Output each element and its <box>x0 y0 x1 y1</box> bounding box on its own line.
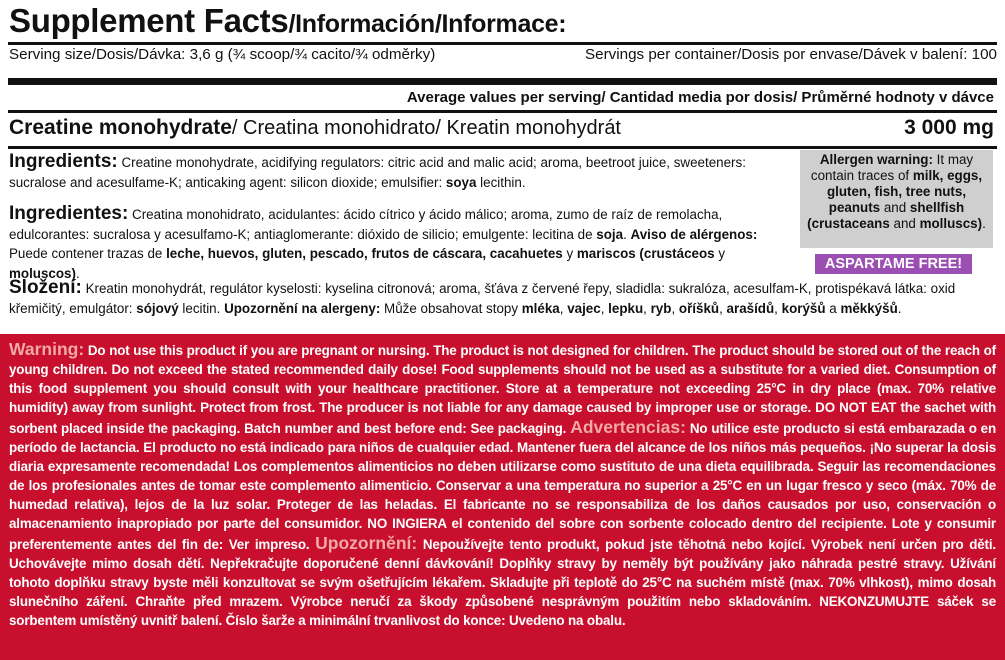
sep-4: , <box>671 300 679 316</box>
divider-nutrient <box>8 146 997 149</box>
title-main: Supplement Facts <box>9 2 289 39</box>
allergen-box-and2: and <box>889 216 920 231</box>
allergen-box-list: milk, eggs, gluten, fish, tree nuts, peanuts <box>826 168 983 215</box>
allergen-notice-es: Aviso de alérgenos: <box>630 226 758 242</box>
warning-cz-text: Nepoužívejte tento produkt, pokud jste těhotná nebo kojící. Výrobek není určen pro děti. Uchovávejte mimo dosah dětí. Nepřekračujte doporučené denní dávkování! Doplňky stravy by neměly být používány jako náhrada pestré stravy. Užívání tohoto doplňku stravy byste měli konzultovat se svým ošetřujícím lékařem. Skladujte při teplotě do 25°C na suchém místě (max. 70% vlhkost), mimo dosah slunečního záření. Chraňte před mrazem. Výrobce neručí za škody způsobené nesprávným použitím nebo skladováním. NEKONZUMUJTE sáček se sorbentem umístěný uvnitř balení. Číslo šarže a minimální trvanlivost do konce: Uvedeno na obalu. <box>9 536 997 629</box>
allergen-notice-cz: Upozornění na alergeny: <box>224 300 381 316</box>
divider-avg <box>8 110 997 113</box>
ingredients-cz-end: . <box>897 300 902 316</box>
allergen-arasidu: arašídů <box>726 300 775 316</box>
divider-thick <box>8 78 997 85</box>
warning-es-text: No utilice este producto si está embarazada o en período de lactancia. El producto no está indicado para niños de cualquier edad. Mantener fuera del alcance de los niños más pequeños. ¡No superar la dosis diaria expresamente recomendada! Los complementos alimenticios no deben utilizarse como sustituto de una dieta equilibrada. Seguir las recomendaciones de los profesionales antes de tomar este complemento alimenticio. Conservar a una temperatura no superior a 25°C en un lugar fresco y seco (máx. 70% de humedad relativa), lejos de la luz solar. Proteger de las heladas. El fabricante no se responsabiliza de los daños causados por uso, conservación o almacenamiento inapropiado por parte del consumidor. NO INGIERA el contenido del sobre con sorbente colocado dentro del recipiente. Lote y consumir preferentemente antes del fin de: Ver impreso. <box>9 420 996 552</box>
ingredients-es-line3: Puede contener trazas de <box>9 246 167 261</box>
servings-per-container: Servings per container/Dosis por envase/Dávek v balení: 100 <box>585 46 997 63</box>
average-values-header: Average values per serving/ Cantidad media por dosis/ Průměrné hodnoty v dávce <box>406 89 994 106</box>
allergen-korysu: korýšů <box>781 300 826 316</box>
serving-row <box>9 46 997 63</box>
allergen-box-shellfish: shellfish (crustaceans <box>807 200 965 231</box>
divider-title <box>8 42 997 45</box>
allergens-es-list: leche, huevos, gluten, pescado, frutos de cáscara, cacahuetes <box>166 246 563 261</box>
sep-7: a <box>825 300 841 316</box>
ingredients-en-line2: sucralose and acesulfame-K; anticaking agent: silicon dioxide; emulsifier: <box>9 174 446 190</box>
allergen-warning-box <box>800 150 993 248</box>
allergen-box-head: Allergen warning: <box>819 152 933 167</box>
title <box>9 2 566 40</box>
ingredients-cz-lecitin: lecitin. <box>178 300 225 316</box>
ingredients-cz-line2: křemičitý, emulgátor: <box>9 300 137 316</box>
allergen-box-molluscs: molluscs) <box>919 216 983 231</box>
allergen-soya: soya <box>445 174 477 190</box>
allergen-orisku: oříšků <box>678 300 720 316</box>
allergen-mekkysu: měkkýšů <box>840 300 898 316</box>
allergen-vajec: vajec <box>567 300 601 316</box>
sep-5: , <box>719 300 727 316</box>
ingredients-es-y1: y <box>562 246 577 261</box>
warning-cz-head: Upozornění: <box>315 532 418 553</box>
sep-3: , <box>643 300 651 316</box>
sep-6: , <box>774 300 782 316</box>
warning-en-head: Warning: <box>9 339 85 359</box>
ingredients-cz <box>9 278 999 318</box>
ingredients-es-end: . <box>75 265 80 281</box>
warnings-text <box>9 340 996 630</box>
allergens-es-mariscos: mariscos (crustáceos <box>576 246 715 261</box>
allergen-ryb: ryb <box>650 300 672 316</box>
nutrient-amount: 3 000 mg <box>904 116 994 139</box>
allergen-box-and1: and <box>880 200 910 215</box>
allergen-mleka: mléka <box>521 300 560 316</box>
allergens-es-moluscos: moluscos) <box>9 265 76 281</box>
sep-2: , <box>600 300 609 316</box>
ingredients-cz-stopy: Může obsahovat stopy <box>380 300 522 316</box>
ingredients-es-sep: . <box>623 226 631 242</box>
warning-en-text: Do not use this product if you are pregnant or nursing. The product is not designed for children. The product should be stored out of the reach of young children. Do not exceed the stated recommended daily dose! Food supplements should not be used as a substitute for a varied diet. Consumption of this food supplement you should consult with your healthcare practitioner. Store at a temperature not exceeding 25°C in dry place (max. 70% relative humidity) away from sunlight. Protect from frost. The producer is not liable for any damage caused by improper use or storage. DO NOT EAT the sachet with sorbent placed inside the packaging. Batch number and best before end: See packaging. <box>9 343 996 436</box>
sep-1: , <box>559 300 568 316</box>
aspartame-free-badge: ASPARTAME FREE! <box>815 254 972 274</box>
allergen-lepku: lepku <box>608 300 644 316</box>
allergen-soja: soja <box>596 226 624 242</box>
ingredients-es-y2: y <box>714 246 726 261</box>
ingredients-es-line2: edulcorantes: sucralosa y acesulfamo-K; antiaglomerante: dióxido de silicio; emulgente: lecitina de <box>9 226 597 242</box>
title-sub: /Información/Informace: <box>288 10 567 38</box>
nutrient-name <box>9 116 621 140</box>
allergen-sojovy: sójový <box>136 300 179 316</box>
allergen-box-end: . <box>982 216 986 231</box>
nutrient-row <box>9 116 994 140</box>
ingredients-cz-line1: Kreatin monohydrát, regulátor kyselosti: kyselina citronová; aroma, šťáva z červené řepy, sladidla: sukralóza, acesulfam-K, protispékavá látka: oxid <box>81 281 956 296</box>
ingredients-es-line1: Creatina monohidrato, acidulantes: ácido cítrico y ácido málico; aroma, zumo de raíz de remolacha, <box>128 207 723 222</box>
ingredients-en-head: Ingredients: <box>9 151 118 172</box>
nutrient-name-en: Creatine monohydrate <box>9 116 232 139</box>
serving-size: Serving size/Dosis/Dávka: 3,6 g (¾ scoop/¾ cacito/¾ odměrky) <box>9 46 436 63</box>
ingredients-en-end: lecithin. <box>476 174 526 190</box>
allergen-box-intro: It may contain traces of <box>810 152 974 183</box>
ingredients-en-line1: Creatine monohydrate, acidifying regulators: citric acid and malic acid; aroma, beetroot juice, sweeteners: <box>117 155 746 170</box>
warning-es-head: Advertencias: <box>570 416 686 437</box>
warnings-panel <box>0 334 1005 660</box>
ingredients-es-head: Ingredientes: <box>9 203 129 224</box>
nutrient-name-other: / Creatina monohidrato/ Kreatin monohydrát <box>231 117 621 139</box>
ingredients-es <box>9 204 794 283</box>
ingredients-cz-head: Složení: <box>9 277 82 298</box>
ingredients-en <box>9 152 794 192</box>
